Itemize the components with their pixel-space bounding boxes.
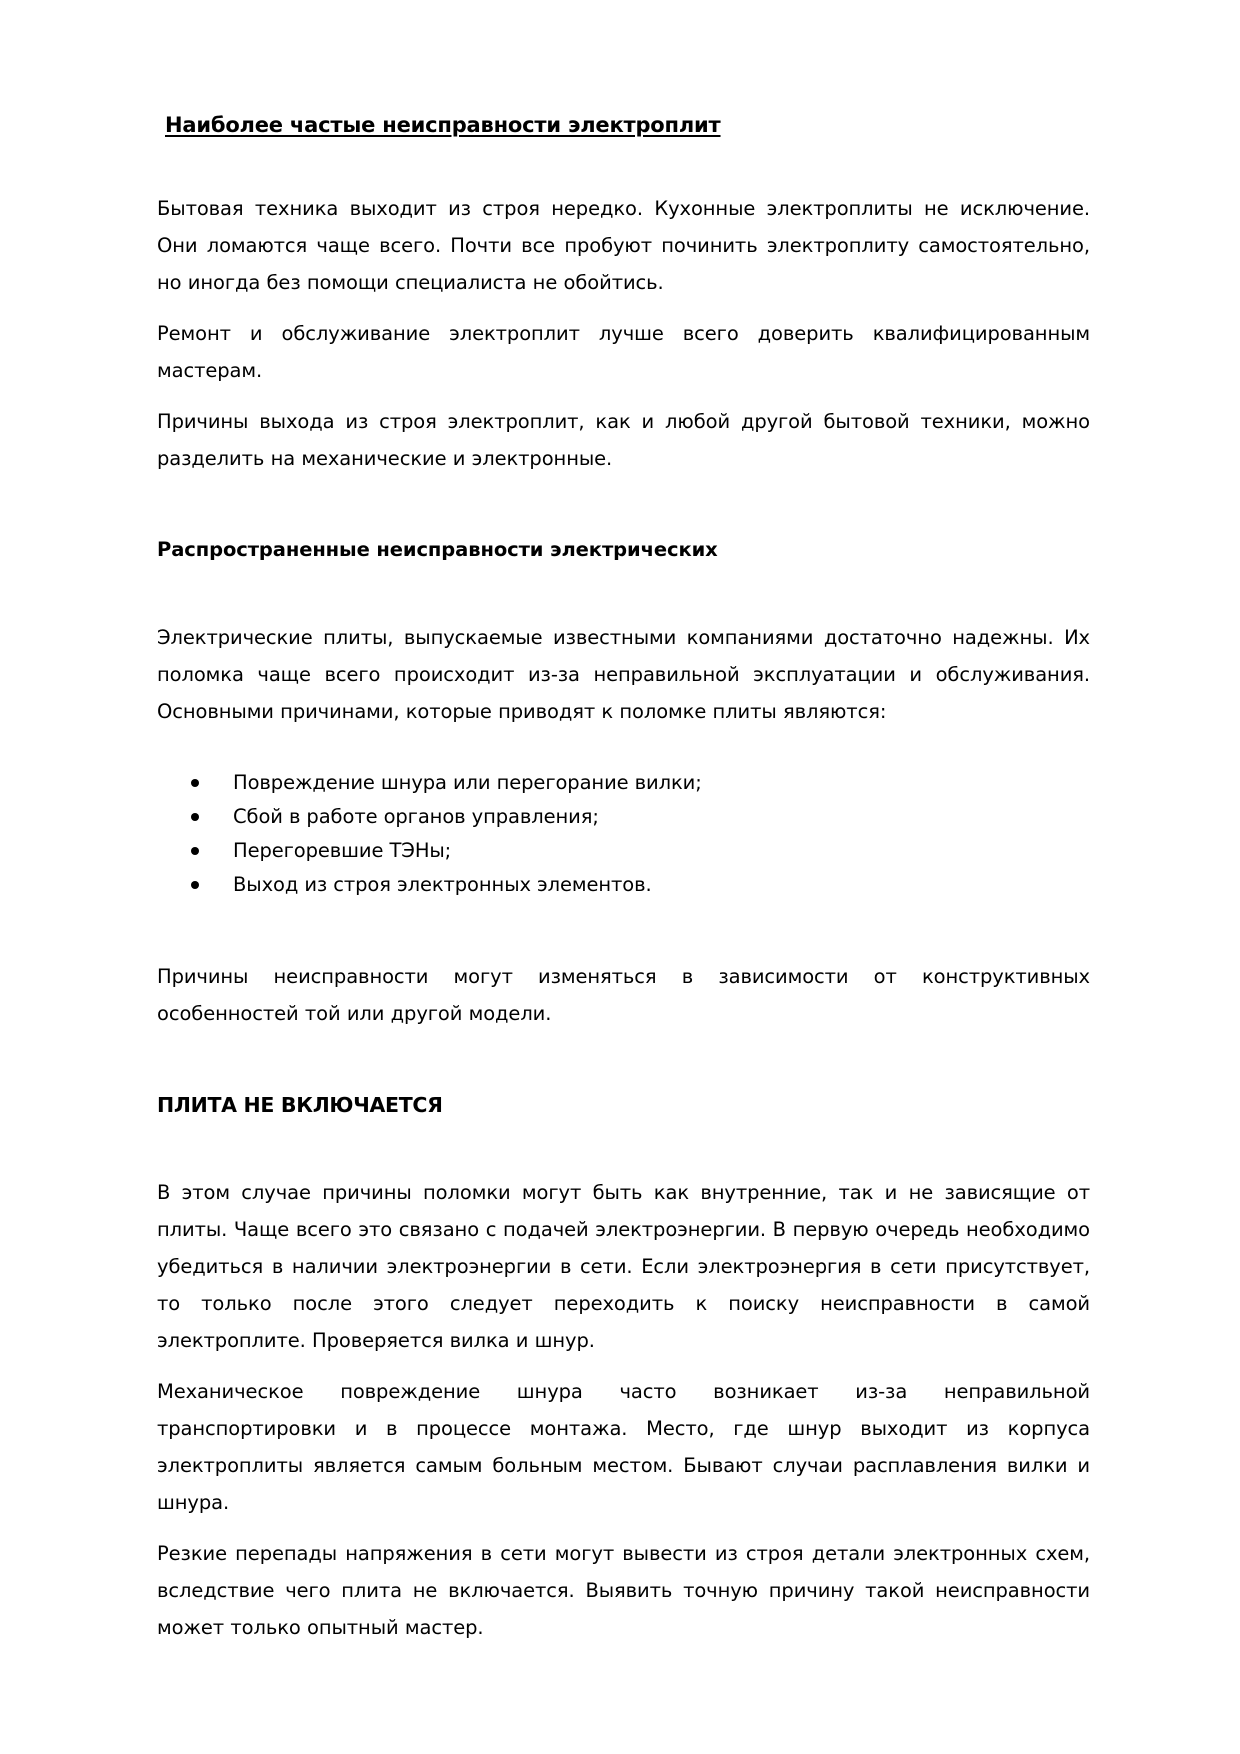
section-heading-common-faults: Распространенные неисправности электрических — [157, 538, 718, 562]
list-item — [157, 766, 1090, 800]
list-item-label: Сбой в работе органов управления; — [233, 804, 599, 828]
list-item — [157, 800, 1090, 834]
list-item — [157, 834, 1090, 868]
section-heading-stove-not-turning-on: ПЛИТА НЕ ВКЛЮЧАЕТСЯ — [157, 1092, 443, 1117]
list-item-label: Повреждение шнура или перегорание вилки; — [233, 770, 702, 794]
spacer-after-common-heading — [157, 563, 1090, 619]
common-faults-list — [157, 766, 1090, 902]
intro-paragraph-3: Причины выхода из строя электроплит, как и любой другой бытовой техники, можно разделить на механические и электронные. — [157, 410, 1090, 471]
common-faults-lead-paragraph: Электрические плиты, выпускаемые известными компаниями достаточно надежны. Их поломка чаще всего происходит из-за неправильной эксплуатации и обслуживания. Основными причинами, которые приводят к поломке плиты являются: — [157, 625, 1090, 723]
spacer-after-bullet-list — [157, 902, 1090, 958]
bullet-icon — [191, 813, 199, 821]
spacer-after-stove-heading — [157, 1118, 1090, 1174]
intro-paragraph-1: Бытовая техника выходит из строя нередко. Кухонные электроплиты не исключение. Они ломаются чаще всего. Почти все пробуют починить электроплиту самостоятельно, но иногда без помощи специалиста не обойтись. — [157, 197, 1090, 295]
bullet-icon — [191, 881, 199, 889]
spacer-before-bullet-list — [157, 730, 1090, 766]
bullet-icon — [191, 847, 199, 855]
page-title: Наиболее частые неисправности электроплит — [165, 113, 721, 137]
spacer-before-stove-heading — [157, 1032, 1090, 1092]
spacer-before-common-heading — [157, 477, 1090, 537]
list-item-label: Выход из строя электронных элементов. — [233, 872, 652, 896]
stove-paragraph-1: В этом случае причины поломки могут быть как внутренние, так и не зависящие от плиты. Чаще всего это связано с подачей электроэнергии. В первую очередь необходимо убедиться в наличии электроэнергии в сети. Если электроэнергия в сети присутствует, то только после этого следует переходить к поиску неисправности в самой электроплите. Проверяется вилка и шнур. — [157, 1181, 1090, 1353]
list-item — [157, 868, 1090, 902]
list-item-label: Перегоревшие ТЭНы; — [233, 838, 452, 862]
stove-paragraph-2: Механическое повреждение шнура часто возникает из-за неправильной транспортировки и в процессе монтажа. Место, где шнур выходит из корпуса электроплиты является самым больным местом. Бывают случаи расплавления вилки и шнура. — [157, 1380, 1090, 1515]
spacer-after-title — [157, 138, 1090, 190]
stove-paragraph-3: Резкие перепады напряжения в сети могут вывести из строя детали электронных схем, вследствие чего плита не включается. Выявить точную причину такой неисправности может только опытный мастер. — [157, 1542, 1090, 1640]
bullet-icon — [191, 779, 199, 787]
common-faults-closing-paragraph: Причины неисправности могут изменяться в зависимости от конструктивных особенностей той или другой модели. — [157, 964, 1090, 1025]
intro-paragraph-2: Ремонт и обслуживание электроплит лучше всего доверить квалифицированным мастерам. — [157, 322, 1090, 383]
document-body — [157, 112, 1090, 1646]
